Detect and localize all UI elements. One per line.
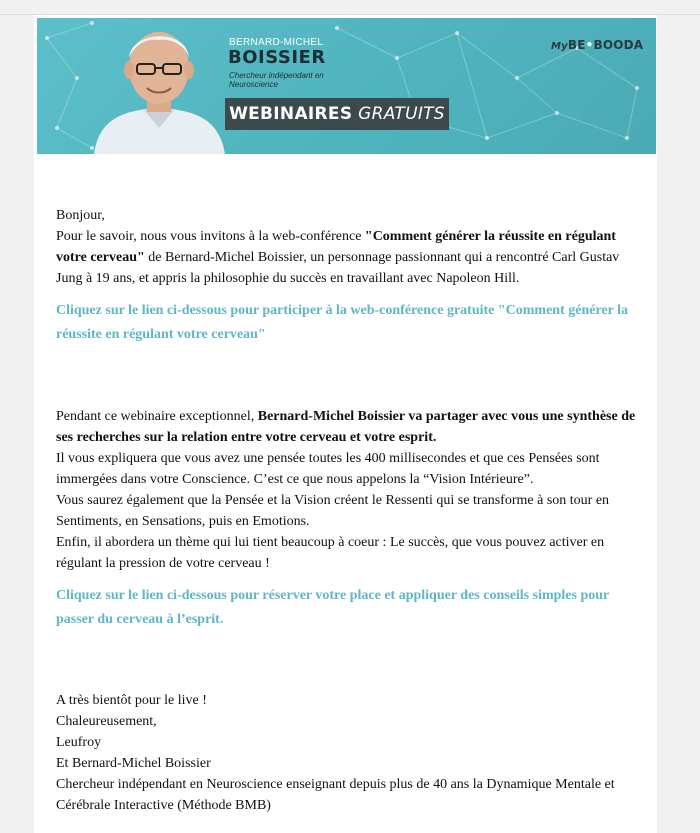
logo-booda: BOODA (593, 38, 644, 52)
email-body (56, 205, 636, 816)
description-pre: Pendant ce webinaire exceptionnel, (56, 409, 258, 424)
webinar-label (225, 98, 449, 130)
logo-dot: • (585, 38, 594, 52)
webinar-description (56, 406, 636, 448)
speaker-subtitle: Chercheur indépendant en Neuroscience (229, 71, 324, 89)
participate-link[interactable]: Cliquez sur le lien ci-dessous pour participer à la web-conférence gratuite "Comment générer la réussite en régulant votre cerveau" (56, 303, 628, 342)
speaker-last-name: BOISSIER (228, 47, 326, 68)
reserve-link[interactable]: Cliquez sur le lien ci-dessous pour réserver votre place et appliquer des conseils simples pour passer du cerveau à l’esprit. (56, 588, 609, 627)
speaker-photo (89, 18, 229, 154)
logo-be: BE (567, 38, 586, 52)
speaker-first-name: BERNARD-MICHEL (229, 37, 324, 48)
signature-name: Leufroy (56, 735, 102, 750)
webinar-banner[interactable] (37, 18, 656, 154)
intro-text-post: de Bernard-Michel Boissier, un personnage passionnant qui a rencontré Carl Gustav Jung à 19 ans, et appris la philosophie du succès en travaillant avec Napoleon Hill. (56, 250, 620, 286)
closing-greeting: Chaleureusement, (56, 714, 157, 729)
description-bold: Bernard-Michel Boissier va partager avec vous une synthèse de ses recherches sur la relation entre votre cerveau et votre esprit. (56, 409, 636, 445)
webinar-label-bold: WEBINAIRES (229, 104, 353, 124)
logo-my: My (551, 41, 568, 52)
closing-line: A très bientôt pour le live ! (56, 693, 207, 708)
signature-cosigner: Et Bernard-Michel Boissier (56, 756, 211, 771)
paragraph-feelings: Vous saurez également que la Pensée et la Vision créent le Ressenti qui se transforme à son tour en Sentiments, en Sensations, puis en Emotions. (56, 493, 610, 529)
top-bar (0, 0, 700, 15)
greeting: Bonjour, (56, 208, 105, 223)
intro-text-pre: Pour le savoir, nous vous invitons à la web-conférence (56, 229, 365, 244)
email-card (34, 15, 657, 833)
signature-title: Chercheur indépendant en Neuroscience enseignant depuis plus de 40 ans la Dynamique Mentale et Cérébrale Interactive (Méthode BMB) (56, 777, 615, 813)
mybebooda-logo (551, 38, 643, 52)
webinar-label-italic: GRATUITS (358, 104, 445, 124)
conference-title: "Comment générer la réussite en régulant votre cerveau" (56, 229, 616, 265)
intro-paragraph (56, 226, 636, 289)
paragraph-success: Enfin, il abordera un thème qui lui tient beaucoup à coeur : Le succès, que vous pouvez activer en régulant la pression de votre cerveau ! (56, 535, 605, 571)
paragraph-thoughts: Il vous expliquera que vous avez une pensée toutes les 400 millisecondes et que ces Pensées sont immergées dans votre Conscience. C’est ce que nous appelons la “Vision Intérieure”. (56, 451, 600, 487)
